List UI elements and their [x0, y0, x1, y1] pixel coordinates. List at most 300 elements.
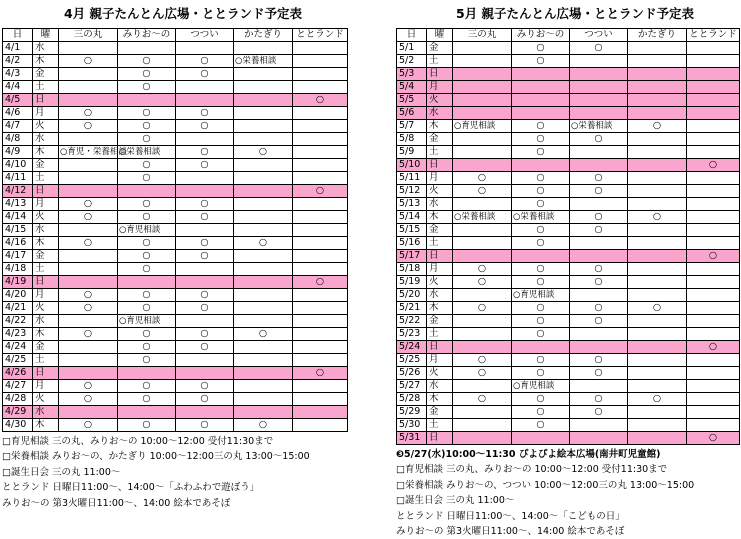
schedule-row	[3, 328, 348, 341]
date-cell: 5/11	[397, 172, 427, 185]
weekday-cell: 火	[427, 185, 453, 198]
activity-cell	[570, 328, 628, 341]
activity-cell: ○	[234, 237, 293, 250]
weekday-cell: 土	[427, 419, 453, 432]
activity-cell	[628, 432, 687, 445]
activity-cell: ○	[570, 276, 628, 289]
activity-cell	[118, 367, 176, 380]
schedule-row	[397, 81, 740, 94]
schedule-row	[397, 341, 740, 354]
activity-cell: ○	[687, 159, 740, 172]
weekday-cell: 月	[427, 81, 453, 94]
activity-cell: ○	[453, 354, 512, 367]
weekday-cell: 金	[33, 250, 59, 263]
date-cell: 5/5	[397, 94, 427, 107]
schedule-row	[3, 315, 348, 328]
weekday-cell: 水	[427, 289, 453, 302]
activity-cell	[687, 198, 740, 211]
schedule-row	[397, 289, 740, 302]
activity-cell: ○	[453, 276, 512, 289]
header-sannomaru: 三の丸	[453, 29, 512, 42]
date-cell: 5/3	[397, 68, 427, 81]
activity-cell	[293, 328, 348, 341]
activity-cell: ○	[59, 302, 118, 315]
date-cell: 5/18	[397, 263, 427, 276]
may-title: 5月 親子たんとん広場・ととランド予定表	[456, 6, 695, 21]
weekday-cell: 日	[33, 276, 59, 289]
weekday-cell: 日	[427, 341, 453, 354]
activity-cell: ○	[570, 263, 628, 276]
activity-cell	[293, 133, 348, 146]
activity-cell: ○栄養相談	[118, 146, 176, 159]
april-header-row	[3, 29, 348, 42]
activity-cell	[628, 68, 687, 81]
activity-cell	[453, 198, 512, 211]
weekday-cell: 木	[33, 55, 59, 68]
note-line: □育児相談 三の丸、みりお～の 10:00～12:00 受付11:30まで	[396, 464, 668, 476]
weekday-cell: 水	[33, 406, 59, 419]
date-cell: 4/9	[3, 146, 33, 159]
schedule-row	[3, 120, 348, 133]
activity-cell: ○	[118, 354, 176, 367]
activity-cell: ○栄養相談	[512, 211, 570, 224]
activity-cell	[234, 276, 293, 289]
activity-cell	[453, 237, 512, 250]
date-cell: 4/2	[3, 55, 33, 68]
weekday-cell: 火	[33, 211, 59, 224]
schedule-row	[3, 276, 348, 289]
schedule-row	[397, 354, 740, 367]
date-cell: 4/4	[3, 81, 33, 94]
activity-cell: ○	[59, 107, 118, 120]
activity-cell	[512, 250, 570, 263]
activity-cell: ○	[59, 198, 118, 211]
weekday-cell: 水	[33, 224, 59, 237]
activity-cell	[570, 55, 628, 68]
activity-cell	[687, 94, 740, 107]
activity-cell	[570, 198, 628, 211]
date-cell: 4/30	[3, 419, 33, 432]
activity-cell: ○育児相談	[118, 315, 176, 328]
header-weekday: 曜	[427, 29, 453, 42]
activity-cell	[59, 68, 118, 81]
date-cell: 5/23	[397, 328, 427, 341]
activity-cell: ○	[176, 146, 234, 159]
header-mirio: みりお～の	[118, 29, 176, 42]
activity-cell	[234, 393, 293, 406]
date-cell: 5/26	[397, 367, 427, 380]
schedule-row	[397, 406, 740, 419]
activity-cell	[118, 42, 176, 55]
activity-cell	[293, 354, 348, 367]
date-cell: 4/12	[3, 185, 33, 198]
activity-cell	[628, 172, 687, 185]
activity-cell	[453, 250, 512, 263]
activity-cell	[628, 224, 687, 237]
activity-cell: ○	[59, 419, 118, 432]
activity-cell: ○	[118, 302, 176, 315]
activity-cell	[570, 341, 628, 354]
date-cell: 4/17	[3, 250, 33, 263]
schedule-row	[397, 42, 740, 55]
activity-cell	[628, 81, 687, 94]
schedule-row	[3, 289, 348, 302]
activity-cell	[687, 380, 740, 393]
activity-cell	[628, 107, 687, 120]
activity-cell	[59, 94, 118, 107]
activity-cell: ○	[570, 354, 628, 367]
activity-cell	[59, 250, 118, 263]
weekday-cell: 金	[427, 133, 453, 146]
activity-cell	[512, 432, 570, 445]
activity-cell	[453, 42, 512, 55]
schedule-row	[3, 198, 348, 211]
activity-cell	[687, 211, 740, 224]
schedule-row	[3, 42, 348, 55]
schedule-row	[397, 224, 740, 237]
activity-cell	[453, 107, 512, 120]
schedule-row	[397, 380, 740, 393]
activity-cell: ○	[453, 263, 512, 276]
activity-cell: ○	[118, 419, 176, 432]
activity-cell: ○	[570, 367, 628, 380]
schedule-row	[397, 328, 740, 341]
weekday-cell: 日	[427, 159, 453, 172]
activity-cell	[234, 224, 293, 237]
weekday-cell: 木	[427, 302, 453, 315]
activity-cell	[59, 276, 118, 289]
date-cell: 5/7	[397, 120, 427, 133]
activity-cell	[628, 419, 687, 432]
activity-cell	[59, 354, 118, 367]
schedule-row	[3, 419, 348, 432]
activity-cell: ○	[512, 120, 570, 133]
activity-cell: ○	[118, 250, 176, 263]
activity-cell	[118, 185, 176, 198]
activity-cell	[176, 367, 234, 380]
april-notes	[2, 434, 347, 511]
activity-cell	[687, 133, 740, 146]
activity-cell	[293, 315, 348, 328]
activity-cell	[234, 380, 293, 393]
date-cell: 5/29	[397, 406, 427, 419]
weekday-cell: 水	[427, 198, 453, 211]
activity-cell: ○	[570, 315, 628, 328]
schedule-row	[397, 263, 740, 276]
schedule-row	[397, 302, 740, 315]
activity-cell: ○	[628, 393, 687, 406]
activity-cell: ○	[176, 198, 234, 211]
activity-cell: ○	[176, 120, 234, 133]
header-katagiri: かたぎり	[628, 29, 687, 42]
weekday-cell: 木	[33, 419, 59, 432]
activity-cell	[687, 393, 740, 406]
activity-cell	[59, 172, 118, 185]
header-mirio: みりお～の	[512, 29, 570, 42]
activity-cell: ○	[118, 107, 176, 120]
activity-cell: ○	[570, 302, 628, 315]
weekday-cell: 金	[427, 315, 453, 328]
activity-cell: ○	[628, 120, 687, 133]
schedule-row	[3, 224, 348, 237]
activity-cell	[628, 198, 687, 211]
activity-cell: ○	[234, 419, 293, 432]
date-cell: 5/25	[397, 354, 427, 367]
activity-cell: ○	[176, 211, 234, 224]
schedule-row	[3, 250, 348, 263]
date-cell: 4/5	[3, 94, 33, 107]
activity-cell: ○	[570, 406, 628, 419]
activity-cell	[453, 133, 512, 146]
activity-cell	[234, 185, 293, 198]
date-cell: 4/8	[3, 133, 33, 146]
schedule-row	[3, 55, 348, 68]
activity-cell	[687, 354, 740, 367]
header-totoland: ととランド	[687, 29, 740, 42]
activity-cell	[453, 68, 512, 81]
activity-cell	[687, 146, 740, 159]
activity-cell	[453, 224, 512, 237]
activity-cell: ○	[628, 211, 687, 224]
activity-cell	[453, 289, 512, 302]
activity-cell: ○	[176, 419, 234, 432]
activity-cell	[570, 146, 628, 159]
activity-cell: ○	[176, 68, 234, 81]
activity-cell: ○	[512, 172, 570, 185]
weekday-cell: 土	[33, 172, 59, 185]
date-cell: 5/8	[397, 133, 427, 146]
date-cell: 4/10	[3, 159, 33, 172]
schedule-row	[397, 367, 740, 380]
schedule-row	[397, 94, 740, 107]
note-line: □栄養相談 みりお～の、つつい 10:00～12:00三の丸 13:00～15:00	[396, 479, 695, 491]
header-katagiri: かたぎり	[234, 29, 293, 42]
header-tsutsui: つつい	[176, 29, 234, 42]
activity-cell	[59, 81, 118, 94]
activity-cell: ○	[512, 393, 570, 406]
weekday-cell: 日	[427, 432, 453, 445]
activity-cell	[293, 289, 348, 302]
schedule-row	[3, 354, 348, 367]
weekday-cell: 金	[427, 42, 453, 55]
activity-cell: ○	[570, 211, 628, 224]
activity-cell	[687, 42, 740, 55]
date-cell: 5/4	[397, 81, 427, 94]
activity-cell	[628, 289, 687, 302]
may-table	[396, 28, 740, 445]
activity-cell	[453, 380, 512, 393]
activity-cell	[570, 250, 628, 263]
weekday-cell: 木	[33, 237, 59, 250]
note-line: みりお～の 第3火曜日11:00～、14:00 絵本であそぼ	[2, 497, 231, 509]
activity-cell	[176, 315, 234, 328]
header-date: 日	[397, 29, 427, 42]
header-tsutsui: つつい	[570, 29, 628, 42]
schedule-row	[3, 302, 348, 315]
date-cell: 5/15	[397, 224, 427, 237]
activity-cell	[687, 81, 740, 94]
date-cell: 4/24	[3, 341, 33, 354]
weekday-cell: 日	[33, 185, 59, 198]
activity-cell	[628, 367, 687, 380]
activity-cell	[293, 159, 348, 172]
activity-cell: ○	[512, 133, 570, 146]
note-line: □誕生日会 三の丸 11:00～	[2, 466, 121, 478]
note-line: ととランド 日曜日11:00～、14:00～「ふわふわで遊ぼう」	[2, 482, 260, 494]
activity-cell: ○	[570, 185, 628, 198]
activity-cell: ○	[628, 302, 687, 315]
activity-cell	[687, 315, 740, 328]
date-cell: 4/18	[3, 263, 33, 276]
activity-cell: ○	[176, 289, 234, 302]
activity-cell: ○	[570, 133, 628, 146]
activity-cell	[687, 367, 740, 380]
schedule-row	[397, 237, 740, 250]
schedule-row	[397, 68, 740, 81]
activity-cell	[59, 185, 118, 198]
activity-cell	[234, 42, 293, 55]
april-table	[2, 28, 348, 432]
activity-cell: ○	[118, 237, 176, 250]
header-totoland: ととランド	[293, 29, 348, 42]
activity-cell: ○	[293, 276, 348, 289]
weekday-cell: 日	[427, 68, 453, 81]
date-cell: 4/6	[3, 107, 33, 120]
schedule-row	[3, 237, 348, 250]
schedule-row	[397, 185, 740, 198]
date-cell: 4/15	[3, 224, 33, 237]
schedule-row	[397, 159, 740, 172]
date-cell: 4/11	[3, 172, 33, 185]
note-line: みりお～の 第3火曜日11:00～、14:00 絵本であそぼ	[396, 526, 625, 538]
activity-cell	[59, 367, 118, 380]
activity-cell	[234, 406, 293, 419]
activity-cell: ○育児相談	[453, 120, 512, 133]
activity-cell	[293, 250, 348, 263]
activity-cell: ○	[176, 328, 234, 341]
activity-cell: ○	[176, 380, 234, 393]
activity-cell	[59, 42, 118, 55]
activity-cell	[570, 432, 628, 445]
activity-cell: ○	[453, 393, 512, 406]
activity-cell	[453, 159, 512, 172]
activity-cell: ○	[512, 237, 570, 250]
header-date: 日	[3, 29, 33, 42]
activity-cell: ○	[176, 55, 234, 68]
date-cell: 5/6	[397, 107, 427, 120]
april-rows	[3, 42, 348, 432]
activity-cell	[628, 55, 687, 68]
activity-cell	[687, 289, 740, 302]
date-cell: 5/31	[397, 432, 427, 445]
may-header-row	[397, 29, 740, 42]
schedule-row	[3, 159, 348, 172]
weekday-cell: 金	[33, 68, 59, 81]
activity-cell: ○育児相談	[118, 224, 176, 237]
schedule-row	[397, 107, 740, 120]
activity-cell	[512, 68, 570, 81]
activity-cell	[293, 55, 348, 68]
activity-cell	[628, 263, 687, 276]
activity-cell	[687, 263, 740, 276]
activity-cell	[234, 341, 293, 354]
activity-cell: ○	[293, 94, 348, 107]
activity-cell	[453, 146, 512, 159]
activity-cell	[453, 315, 512, 328]
may-schedule	[396, 0, 739, 539]
activity-cell	[59, 159, 118, 172]
activity-cell	[176, 42, 234, 55]
schedule-row	[3, 146, 348, 159]
activity-cell: ○	[118, 211, 176, 224]
activity-cell: ○	[176, 341, 234, 354]
date-cell: 5/19	[397, 276, 427, 289]
date-cell: 5/24	[397, 341, 427, 354]
activity-cell: ○	[512, 328, 570, 341]
weekday-cell: 金	[427, 224, 453, 237]
activity-cell: ○	[234, 328, 293, 341]
activity-cell	[687, 107, 740, 120]
schedule-row	[3, 94, 348, 107]
activity-cell: ○	[570, 224, 628, 237]
activity-cell: ○	[453, 172, 512, 185]
activity-cell	[687, 172, 740, 185]
weekday-cell: 土	[427, 237, 453, 250]
activity-cell	[687, 120, 740, 133]
activity-cell	[453, 328, 512, 341]
activity-cell: ○	[512, 315, 570, 328]
date-cell: 4/7	[3, 120, 33, 133]
activity-cell	[628, 380, 687, 393]
activity-cell: ○	[512, 419, 570, 432]
activity-cell: ○	[118, 380, 176, 393]
note-line: ととランド 日曜日11:00～、14:00～「こどもの日」	[396, 510, 625, 522]
activity-cell	[512, 94, 570, 107]
schedule-row	[3, 68, 348, 81]
schedule-row	[397, 250, 740, 263]
activity-cell: ○	[512, 406, 570, 419]
activity-cell	[234, 107, 293, 120]
activity-cell	[570, 94, 628, 107]
weekday-cell: 木	[427, 393, 453, 406]
activity-cell	[628, 133, 687, 146]
activity-cell	[293, 146, 348, 159]
date-cell: 5/22	[397, 315, 427, 328]
activity-cell	[59, 406, 118, 419]
schedule-row	[397, 276, 740, 289]
activity-cell	[176, 94, 234, 107]
activity-cell: ○	[512, 55, 570, 68]
schedule-row	[397, 133, 740, 146]
activity-cell	[293, 224, 348, 237]
schedule-row	[3, 185, 348, 198]
activity-cell	[293, 42, 348, 55]
weekday-cell: 日	[33, 94, 59, 107]
activity-cell	[628, 159, 687, 172]
note-line: □誕生日会 三の丸 11:00～	[396, 495, 515, 507]
activity-cell	[176, 185, 234, 198]
activity-cell: ○	[118, 68, 176, 81]
activity-cell: ○	[118, 263, 176, 276]
activity-cell: ○	[570, 172, 628, 185]
weekday-cell: 土	[427, 328, 453, 341]
weekday-cell: 土	[427, 146, 453, 159]
schedule-row	[397, 315, 740, 328]
activity-cell: ○育児相談	[512, 289, 570, 302]
activity-cell: ○	[570, 393, 628, 406]
may-notes	[396, 447, 739, 539]
activity-cell	[293, 406, 348, 419]
